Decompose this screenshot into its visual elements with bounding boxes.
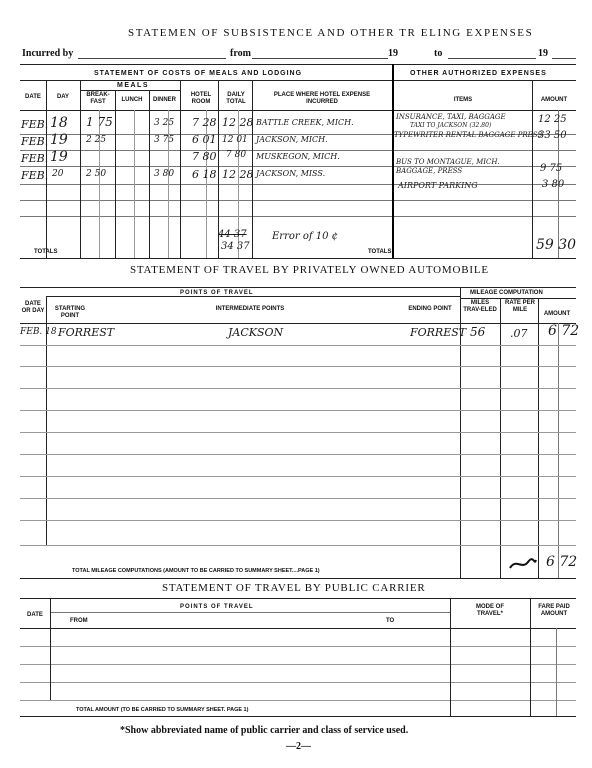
auto-col-intermediate: INTERMEDIATE POINTS	[215, 306, 285, 312]
to-label: to	[434, 48, 443, 59]
public-points-header: POINTS OF TRAVEL	[180, 604, 254, 610]
scribble-mark	[508, 556, 538, 572]
auto-total: 6 72	[546, 554, 578, 570]
col-breakfast: BREAK-FAST	[86, 92, 110, 105]
from-label: from	[230, 48, 251, 59]
year2-label: 19	[538, 48, 548, 59]
page-number: —2—	[286, 741, 311, 752]
meals-section-title: STATEMENT OF COSTS OF MEALS AND LODGING	[94, 70, 303, 77]
meals-header: MEALS	[117, 82, 149, 89]
other-totals-label: TOTALS	[368, 249, 392, 255]
auto-points-header: POINTS OF TRAVEL	[180, 290, 254, 296]
col-amount: AMOUNT	[540, 97, 568, 103]
col-day: DAY	[56, 94, 70, 100]
meals-total-scrawl: 44 37	[218, 229, 247, 240]
public-total-label: TOTAL AMOUNT (TO BE CARRIED TO SUMMARY SHEET. PAGE 1)	[76, 707, 249, 713]
public-col-date: DATE	[27, 612, 43, 618]
col-dinner: DINNER	[152, 97, 176, 103]
page-title: STATEMEN OF SUBSISTENCE AND OTHER TR ELING EXPENSES	[128, 27, 534, 39]
meals-totals-label: TOTALS	[34, 249, 58, 255]
col-place: PLACE WHERE HOTEL EXPENSE INCURRED	[273, 92, 371, 105]
meals-total-scrawl-2: 34 37	[221, 241, 250, 252]
auto-col-start: STARTING POINT	[54, 306, 86, 319]
col-items: ITEMS	[453, 97, 473, 103]
auto-col-end: ENDING POINT	[408, 306, 452, 312]
public-section-title: STATEMENT OF TRAVEL BY PUBLIC CARRIER	[162, 582, 426, 594]
public-col-fare: FARE PAID AMOUNT	[538, 604, 570, 617]
to-line	[448, 58, 536, 59]
auto-col-amount: AMOUNT	[543, 311, 571, 317]
auto-col-date: DATE OR DAY	[21, 301, 45, 314]
col-daily-total: DAILY TOTAL	[226, 92, 246, 105]
auto-section-title: STATEMENT OF TRAVEL BY PRIVATELY OWNED AUTOMOBILE	[130, 264, 489, 276]
error-note: Error of 10 ¢	[272, 231, 339, 242]
auto-col-miles: MILES TRAV-ELED	[463, 300, 497, 313]
other-section-title: OTHER AUTHORIZED EXPENSES	[410, 70, 547, 77]
public-col-to: TO	[386, 618, 395, 624]
public-col-from: FROM	[70, 618, 88, 624]
from-line	[252, 58, 388, 59]
auto-total-label: TOTAL MILEAGE COMPUTATIONS (AMOUNT TO BE CARRIED TO SUMMARY SHEET....PAGE 1)	[72, 568, 320, 574]
incurred-by-line	[78, 58, 226, 59]
col-hotel-room: HOTEL ROOM	[190, 92, 212, 105]
auto-col-rate: RATE PER MILE	[505, 300, 535, 313]
col-date: DATE	[25, 94, 41, 100]
year2-line	[552, 58, 576, 59]
year1-label: 19	[388, 48, 398, 59]
mileage-header: MILEAGE COMPUTATION	[470, 290, 543, 296]
other-total: 59 30	[536, 237, 577, 253]
col-lunch: LUNCH	[121, 97, 143, 103]
footnote: *Show abbreviated name of public carrier and class of service used.	[120, 725, 409, 736]
public-col-mode: MODE OF TRAVEL*	[476, 604, 504, 617]
incurred-by-label: Incurred by	[22, 48, 74, 59]
